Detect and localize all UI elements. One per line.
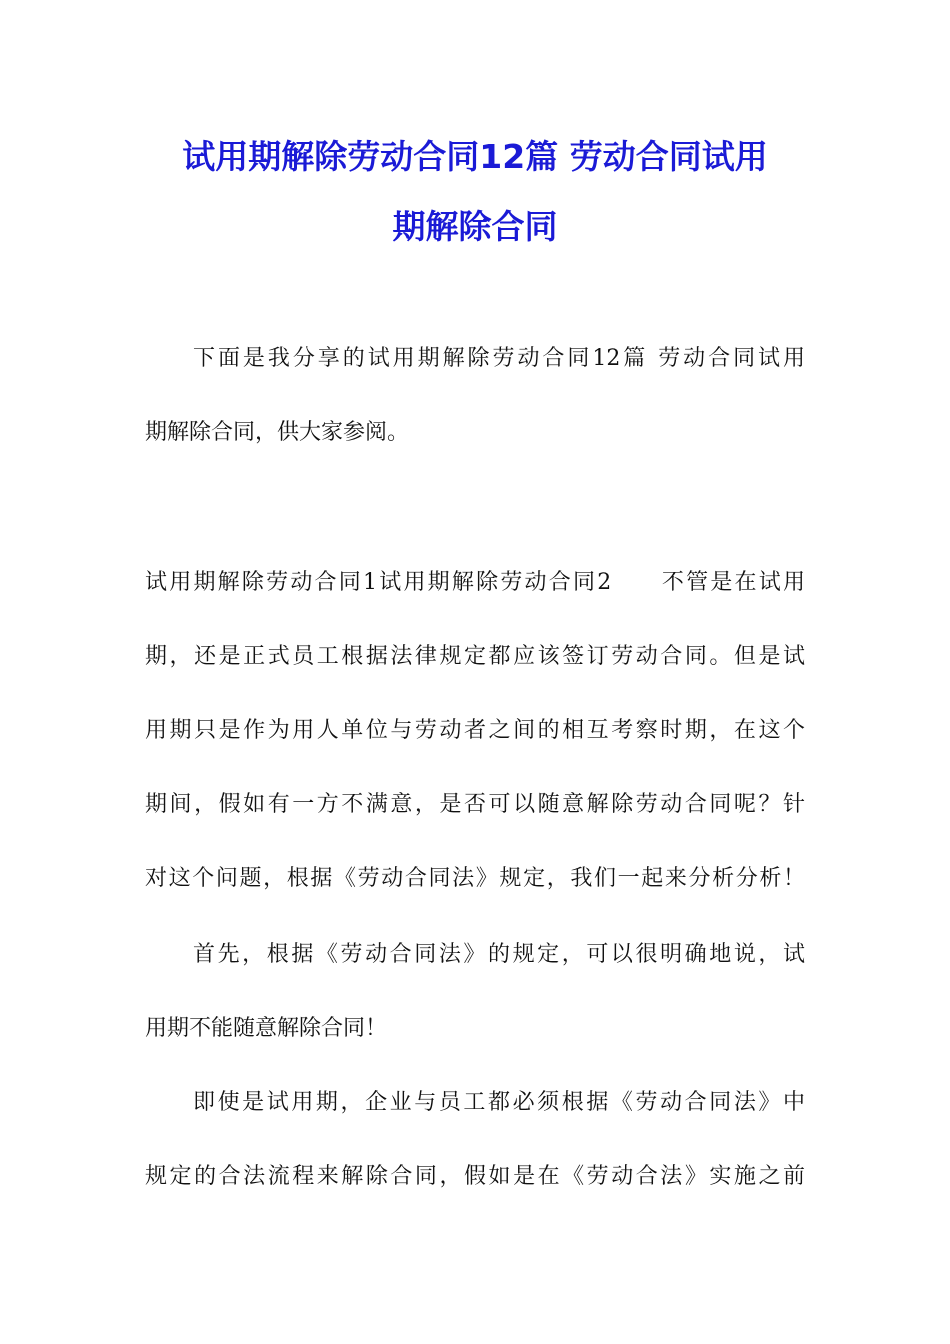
paragraph-line: 首先，根据《劳动合同法》的规定，可以很明确地说，试 <box>193 942 805 967</box>
paragraph-line: 即使是试用期，企业与员工都必须根据《劳动合同法》中 <box>193 1090 805 1115</box>
document-title <box>140 122 810 262</box>
paragraph-line: 对这个问题，根据《劳动合同法》规定，我们一起来分析分析！ <box>145 866 805 891</box>
paragraph-line: 规定的合法流程来解除合同，假如是在《劳动合法》实施之前 <box>145 1164 805 1189</box>
body-paragraph-1 <box>145 546 805 916</box>
title-line-1: 试用期解除劳动合同12篇 劳动合同试用 <box>182 137 768 176</box>
body-paragraph-3 <box>145 1066 805 1214</box>
title-line-2: 期解除合同 <box>392 207 558 246</box>
paragraph-line: 试用期解除劳动合同1试用期解除劳动合同2 不管是在试用 <box>145 570 805 595</box>
paragraph-line: 期解除合同，供大家参阅。 <box>145 420 410 445</box>
body-paragraph-2 <box>145 918 805 1066</box>
paragraph-line: 期，还是正式员工根据法律规定都应该签订劳动合同。但是试 <box>145 644 805 669</box>
paragraph-line: 用期不能随意解除合同！ <box>145 1016 388 1041</box>
paragraph-line: 用期只是作为用人单位与劳动者之间的相互考察时期，在这个 <box>145 718 805 743</box>
intro-paragraph <box>145 322 805 470</box>
paragraph-line: 期间，假如有一方不满意，是否可以随意解除劳动合同呢？针 <box>145 792 805 817</box>
paragraph-line: 下面是我分享的试用期解除劳动合同12篇 劳动合同试用 <box>193 346 805 371</box>
